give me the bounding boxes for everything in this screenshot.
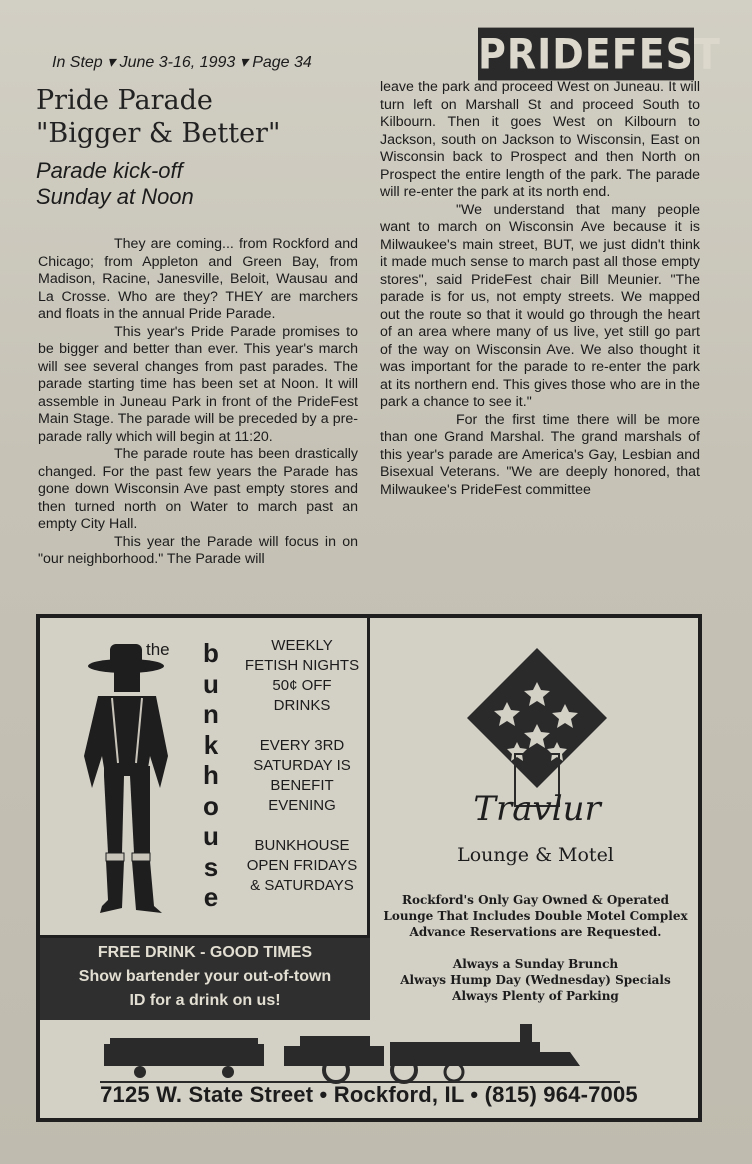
issue-info: In Step ▾ June 3-16, 1993 ▾ Page 34 <box>52 54 312 71</box>
banner-line: ID for a drink on us! <box>129 992 281 1009</box>
ad-line: EVENING <box>268 797 336 814</box>
train-illustration <box>100 1022 620 1086</box>
wordmark-letter: b <box>203 638 219 668</box>
article-subhead <box>36 158 194 210</box>
headline-line-2: "Bigger & Better" <box>36 118 281 149</box>
travlur-ad <box>373 618 698 1020</box>
paragraph: They are coming... from Rockford and Chicago; from Appleton and Green Bay, from Madison, Racine, Janesville, Beloit, Wausau and La Crosse. Who are they? THEY are marchers and floats in the annual Pride Parade. <box>38 236 358 322</box>
ad-line: SATURDAY IS <box>253 757 351 774</box>
ad-line: & SATURDAYS <box>250 877 354 894</box>
travlur-specials <box>373 956 698 1004</box>
travlur-logo-text: Travlur <box>473 789 601 829</box>
travlur-details <box>373 892 698 940</box>
banner-line: FREE DRINK - GOOD TIMES <box>97 944 313 961</box>
wordmark-letter: e <box>203 882 219 912</box>
ad-line: EVERY 3RD <box>259 737 345 754</box>
bunkhouse-wordmark <box>196 638 226 913</box>
paragraph: For the first time there will be more than one Grand Marshal. The grand marshals of this year's parade are America's Gay, Lesbian and Bisexual Veterans. "We are deeply honored, that Milwaukee's PrideFest committee <box>380 411 700 498</box>
ad-line: FETISH NIGHTS <box>244 657 360 674</box>
ad-line: Advance Reservations are Requested. <box>409 925 662 939</box>
paragraph: leave the park and proceed West on Juneau. It will turn left on Marshall St and proceed South to Kilbourn. Then it goes West on Kilbourn to Jackson, south on Jackson to Wisconsin, East on Wisconsin back to Prospect and then North on Prospect the entire length of the park. The parade will re-enter the park at its north end. <box>380 79 700 200</box>
ad-line: WEEKLY <box>271 637 333 654</box>
bunkhouse-ad <box>40 618 370 938</box>
wordmark-letter: s <box>203 851 219 882</box>
ad-line: OPEN FRIDAYS <box>246 857 358 874</box>
article-column-left <box>38 236 358 569</box>
business-address: 7125 W. State Street • Rockford, IL • (815) 964-7005 <box>100 1082 638 1107</box>
wordmark-letter: u <box>203 821 219 851</box>
ad-line: Always a Sunday Brunch <box>452 957 619 971</box>
open-fridays-block <box>232 836 372 896</box>
ad-line: Always Hump Day (Wednesday) Specials <box>400 973 671 987</box>
bunkhouse-the: the <box>146 640 170 659</box>
fetish-nights-block <box>232 636 372 716</box>
wordmark-letter: k <box>203 729 219 760</box>
headline-line-1: Pride Parade <box>36 85 213 116</box>
ad-line: Rockford's Only Gay Owned & Operated <box>401 893 669 907</box>
advertisement <box>36 614 702 1122</box>
ad-line: Always Plenty of Parking <box>452 989 619 1003</box>
article-column-right <box>380 79 700 499</box>
subhead-line-2: Sunday at Noon <box>36 184 194 209</box>
paragraph: "We understand that many people want to march on Wisconsin Ave because it is Milwaukee's main street, BUT, we just didn't think it made much sense to march past all those empty stores", said PrideFest chair Bill Meunier. "The parade is for us, not empty streets. We mapped out the route so that it would go through the heart of an area where many of us live, yet still go part of the way on Wisconsin Ave. We also thought it was important for the parade to re-enter the park at its northern end. This gives those who are in the park a chance to see it." <box>380 201 700 410</box>
free-drink-banner <box>40 938 370 1020</box>
pridefest-logo: PRIDEFEST <box>478 28 694 81</box>
benefit-evening-block <box>232 736 372 816</box>
ad-line: BENEFIT <box>270 777 334 794</box>
paragraph: This year's Pride Parade promises to be bigger and better than ever. This year's march will see several changes from past parades. The parade starting time has been set at Noon. It will assemble in Juneau Park in front of the PrideFest Main Stage. The parade will be preceded by a pre-parade rally which will begin at 11:20. <box>38 323 358 445</box>
paragraph: This year the Parade will focus in on "our neighborhood." The Parade will <box>38 533 358 567</box>
wordmark-letter: h <box>203 760 219 790</box>
subhead-line-1: Parade kick-off <box>36 158 183 183</box>
wordmark-letter: u <box>203 668 219 699</box>
travlur-name: Lounge & Motel <box>457 844 614 866</box>
travlur-logo <box>457 642 617 842</box>
cowboy-illustration <box>64 638 194 928</box>
wordmark-letter: n <box>203 699 219 729</box>
ad-line: Lounge That Includes Double Motel Complex <box>383 909 688 923</box>
ad-line: BUNKHOUSE <box>254 837 350 854</box>
paragraph: The parade route has been drastically changed. For the past few years the Parade has gone down Wisconsin Ave past empty stores and then turned north on Water to march past an empty City Hall. <box>38 446 358 532</box>
ad-line: 50¢ OFF <box>272 677 332 694</box>
wordmark-letter: o <box>203 790 219 821</box>
banner-line: Show bartender your out-of-town <box>78 968 332 985</box>
ad-line: DRINKS <box>273 697 331 714</box>
article-headline <box>36 84 280 150</box>
